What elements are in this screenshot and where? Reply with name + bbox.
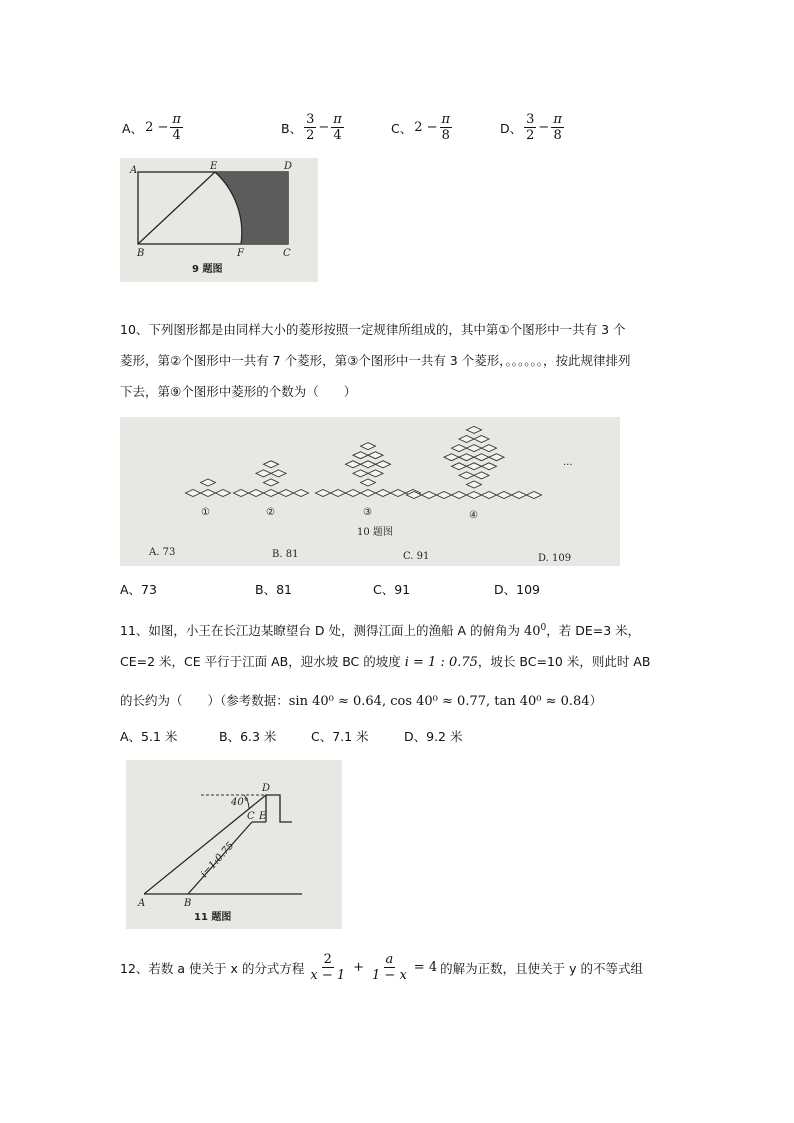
q11-option-d: D、9.2 米 — [404, 729, 463, 744]
figure-choice-a: A. 73 — [149, 547, 176, 558]
rhombus — [331, 490, 346, 497]
rhombus — [474, 472, 489, 479]
rhombus — [186, 490, 201, 497]
rhombus — [353, 452, 368, 459]
rhombus — [512, 492, 527, 499]
figure-caption: 9 题图 — [192, 264, 223, 275]
q10-option-d: D、109 — [494, 582, 540, 597]
label-b: B — [137, 248, 145, 259]
q11-option-c: C、7.1 米 — [311, 729, 369, 744]
pattern-number-3: ③ — [363, 507, 372, 518]
rhombus — [482, 463, 497, 470]
q11-line-1: 11、如图，小王在长江边某瞭望台 D 处，测得江面上的渔船 A 的俯角为 $40^0$，若 DE=3 米， — [120, 623, 641, 640]
reference-data: sin 40⁰ ≈ 0.64, cos 40⁰ ≈ 0.77, tan 40⁰ ≈ 0.84 — [288, 694, 590, 709]
q9-option-d: D、 $\frac{3}{2}$ − $\frac{\pi}{8}$ — [500, 112, 562, 143]
label-e: E — [210, 161, 218, 172]
label-e: E — [259, 811, 267, 822]
q10-option-a: A、73 — [120, 582, 157, 597]
q10-option-c: C、91 — [373, 582, 411, 597]
rhombus — [437, 492, 452, 499]
rhombus — [368, 452, 383, 459]
rhombus — [353, 470, 368, 477]
q10-figure — [120, 417, 620, 566]
q10-line-1: 10、下列图形都是由同样大小的菱形按照一定规律所组成的，其中第①个图形中一共有 3 个 — [120, 322, 626, 337]
rhombus — [346, 490, 361, 497]
fraction: $\frac{\pi}{8}$ — [553, 112, 562, 143]
rhombus — [256, 470, 271, 477]
rhombus — [422, 492, 437, 499]
rhombus — [264, 479, 279, 486]
angle-value: 40 — [523, 624, 541, 640]
rhombus-patterns — [186, 426, 542, 498]
degree-sign: 0 — [540, 623, 547, 633]
q11-diagram — [126, 760, 342, 929]
label-b: B — [184, 898, 192, 909]
q10-diagram — [120, 417, 620, 566]
rhombus — [376, 461, 391, 468]
rhombus — [459, 454, 474, 461]
rhombus — [527, 492, 542, 499]
fraction: $\frac{2}{x - 1}$ — [310, 952, 346, 983]
rhombus — [482, 492, 497, 499]
label-a: A — [138, 898, 146, 909]
q12-line: 12、若数 a 使关于 x 的分式方程 $\frac{2}{x - 1}$ + $\frac{a}{1 - x}$ = 4 的解为正数，且使关于 y 的不等式组 — [120, 952, 643, 983]
rhombus — [361, 461, 376, 468]
figure-choice-c: C. 91 — [403, 551, 430, 562]
label-f: F — [237, 248, 244, 259]
rhombus — [279, 490, 294, 497]
rhombus — [467, 445, 482, 452]
pattern-number-1: ① — [201, 507, 210, 518]
fraction: $\frac{\pi}{4}$ — [333, 112, 342, 143]
q10-option-b: B、81 — [255, 582, 292, 597]
pattern-number-2: ② — [266, 507, 275, 518]
rhombus — [264, 461, 279, 468]
q9-option-b: B、 $\frac{3}{2}$ − $\frac{\pi}{4}$ — [281, 112, 342, 143]
rhombus — [452, 463, 467, 470]
rhombus — [497, 492, 512, 499]
rhombus — [467, 481, 482, 488]
rhombus — [361, 479, 376, 486]
q10-line-3: 下去，第⑨个图形中菱形的个数为（ ） — [120, 384, 357, 399]
q11-option-b: B、6.3 米 — [219, 729, 277, 744]
rhombus — [474, 436, 489, 443]
rhombus — [459, 472, 474, 479]
rhombus — [346, 461, 361, 468]
pattern-number-4: ④ — [469, 510, 478, 521]
slope-label: i=1:0.75 — [199, 840, 237, 881]
q11-line-2: CE=2 米，CE 平行于江面 AB，迎水坡 BC 的坡度 i = 1 : 0.75，坡长 BC=10 米，则此时 AB — [120, 654, 651, 670]
rhombus — [368, 470, 383, 477]
rhombus — [467, 463, 482, 470]
rhombus — [201, 490, 216, 497]
ellipsis: ... — [563, 457, 573, 468]
rhombus — [482, 445, 497, 452]
rhombus — [467, 426, 482, 433]
q9-diagram — [120, 158, 318, 282]
rhombus — [376, 490, 391, 497]
figure-caption: 11 题图 — [194, 912, 232, 923]
rhombus — [201, 479, 216, 486]
rhombus — [316, 490, 331, 497]
rhombus — [452, 445, 467, 452]
shaded-region — [215, 172, 288, 244]
rhombus — [264, 490, 279, 497]
rhombus — [249, 490, 264, 497]
rhombus — [294, 490, 309, 497]
q10-line-2: 菱形，第②个图形中一共有 7 个菱形，第③个图形中一共有 3 个菱形，。。。。。。，按此规律排列 — [120, 353, 631, 368]
figure-choice-b: B. 81 — [272, 549, 299, 560]
rhombus — [444, 454, 459, 461]
rhombus — [474, 454, 489, 461]
rhombus — [361, 490, 376, 497]
rhombus — [467, 492, 482, 499]
label-d: D — [262, 783, 271, 794]
q9-option-c: C、 2 − $\frac{\pi}{8}$ — [391, 112, 451, 143]
watchtower — [266, 795, 292, 822]
angle-label: 40° — [231, 797, 249, 808]
label-a: A — [130, 165, 138, 176]
rhombus — [459, 436, 474, 443]
q9-option-a: A、 2 − $\frac{\pi}{4}$ — [122, 112, 181, 143]
label-c: C — [247, 811, 255, 822]
rhombus — [216, 490, 231, 497]
rhombus — [391, 490, 406, 497]
slope-ratio: i = 1 : 0.75 — [404, 655, 478, 670]
fraction: $\frac{a}{1 - x}$ — [372, 952, 407, 983]
figure-choice-d: D. 109 — [538, 553, 572, 564]
figure-caption: 10 题图 — [357, 527, 393, 538]
fraction: $\frac{\pi}{4}$ — [172, 112, 181, 143]
fraction: $\frac{3}{2}$ — [306, 112, 315, 143]
fraction: $\frac{3}{2}$ — [526, 112, 535, 143]
rhombus — [489, 454, 504, 461]
rhombus — [271, 470, 286, 477]
q11-line-3: 的长约为（ ）（参考数据：sin 40⁰ ≈ 0.64, cos 40⁰ ≈ 0.77, tan 40⁰ ≈ 0.84） — [120, 693, 603, 709]
fraction: $\frac{\pi}{8}$ — [441, 112, 451, 143]
q9-figure — [120, 158, 318, 282]
label-c: C — [283, 248, 291, 259]
rhombus — [361, 443, 376, 450]
rhombus — [234, 490, 249, 497]
q11-option-a: A、5.1 米 — [120, 729, 178, 744]
label-d: D — [284, 161, 293, 172]
rhombus — [452, 492, 467, 499]
q11-figure — [126, 760, 342, 929]
